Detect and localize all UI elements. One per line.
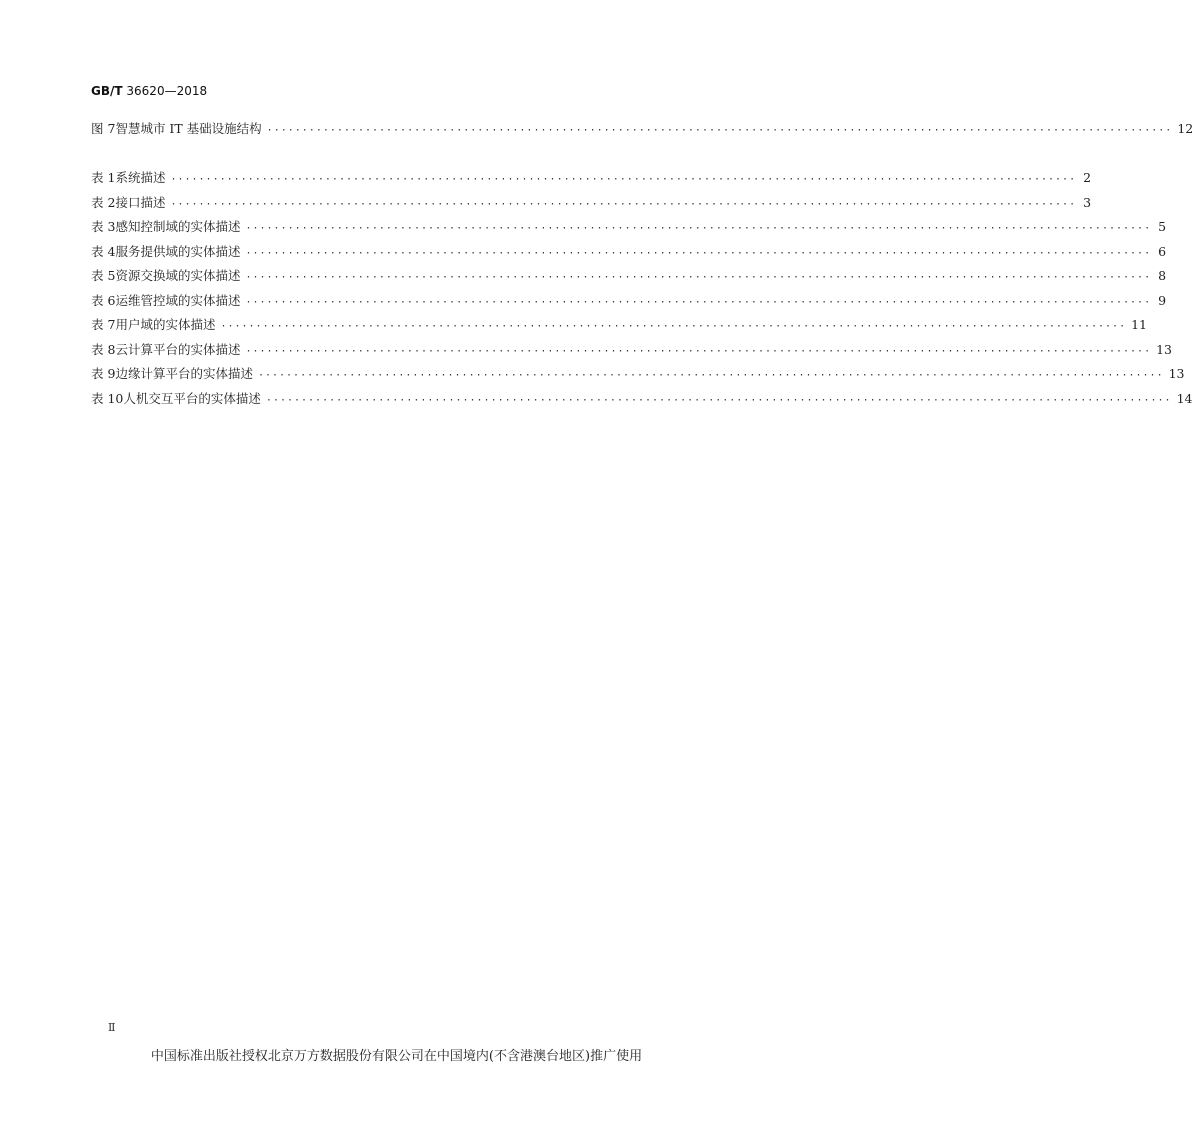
toc-entry-label: 表 5	[91, 268, 116, 283]
toc-entry-title: 用户域的实体描述	[115, 317, 216, 332]
toc-entry-title: 边缘计算平台的实体描述	[115, 366, 253, 381]
toc-entry-label: 表 2	[91, 195, 116, 210]
toc-dot-leader: ·································································································································	[245, 272, 1152, 283]
document-header	[91, 84, 207, 98]
toc-entry-page: 3	[1083, 195, 1092, 210]
toc-dot-leader: ·································································································································	[266, 125, 1173, 136]
toc-entry-table-10[interactable]	[91, 391, 1193, 409]
toc-entry-title: 人机交互平台的实体描述	[123, 391, 261, 406]
toc-dot-leader: ·································································································································	[220, 321, 1127, 332]
toc-entry-page: 6	[1158, 244, 1167, 259]
toc-entry-title: 资源交换域的实体描述	[115, 268, 241, 283]
toc-entry-table-1[interactable]	[91, 170, 1092, 188]
toc-entry-page: 13	[1168, 366, 1185, 381]
toc-entry-title: 服务提供域的实体描述	[115, 244, 241, 259]
toc-entry-page: 5	[1158, 219, 1167, 234]
toc-dot-leader: ·································································································································	[245, 248, 1152, 259]
toc-entry-table-7[interactable]	[91, 317, 1148, 335]
toc-entry-label: 表 6	[91, 293, 116, 308]
toc-entry-label: 表 8	[91, 342, 116, 357]
toc-entry-page: 2	[1083, 170, 1092, 185]
toc-entry-figure-7[interactable]	[91, 121, 1193, 139]
toc-dot-leader: ·································································································································	[257, 370, 1164, 381]
toc-dot-leader: ·································································································································	[170, 199, 1077, 210]
toc-entry-page: 12	[1177, 121, 1193, 136]
toc-entry-page: 11	[1131, 317, 1148, 332]
toc-entry-page: 14	[1176, 391, 1193, 406]
toc-entry-page: 9	[1158, 293, 1167, 308]
toc-entry-label: 表 10	[91, 391, 124, 406]
toc-dot-leader: ·································································································································	[245, 297, 1152, 308]
standard-number: 36620—2018	[126, 84, 208, 98]
toc-entry-page: 13	[1156, 342, 1173, 357]
toc-dot-leader: ·································································································································	[245, 223, 1152, 234]
toc-dot-leader: ·································································································································	[265, 395, 1172, 406]
toc-entry-title: 智慧城市 IT 基础设施结构	[115, 121, 262, 136]
toc-entry-table-3[interactable]	[91, 219, 1167, 237]
toc-entry-table-8[interactable]	[91, 342, 1173, 360]
toc-entry-title: 感知控制域的实体描述	[115, 219, 241, 234]
toc-entry-table-6[interactable]	[91, 293, 1167, 311]
toc-entry-label: 表 3	[91, 219, 116, 234]
toc-entry-title: 云计算平台的实体描述	[115, 342, 241, 357]
license-footer: 中国标准出版社授权北京万方数据股份有限公司在中国境内(不含港澳台地区)推广使用	[150, 1049, 643, 1064]
toc-entry-table-5[interactable]	[91, 268, 1167, 286]
toc-entry-label: 表 7	[91, 317, 116, 332]
toc-entry-table-9[interactable]	[91, 366, 1185, 384]
toc-entry-title: 系统描述	[115, 170, 166, 185]
toc-entry-label: 表 1	[91, 170, 116, 185]
toc-entry-table-4[interactable]	[91, 244, 1167, 262]
page-number: Ⅱ	[108, 1021, 116, 1034]
toc-entry-label: 图 7	[91, 121, 116, 136]
toc-entry-page: 8	[1158, 268, 1167, 283]
toc-entry-label: 表 4	[91, 244, 116, 259]
toc-entry-title: 运维管控域的实体描述	[115, 293, 241, 308]
toc-entry-title: 接口描述	[115, 195, 166, 210]
toc-dot-leader: ·································································································································	[170, 174, 1077, 185]
toc-dot-leader: ·································································································································	[245, 346, 1152, 357]
toc-entry-label: 表 9	[91, 366, 116, 381]
toc-entry-table-2[interactable]	[91, 195, 1092, 213]
standard-code: GB/T	[91, 84, 123, 98]
